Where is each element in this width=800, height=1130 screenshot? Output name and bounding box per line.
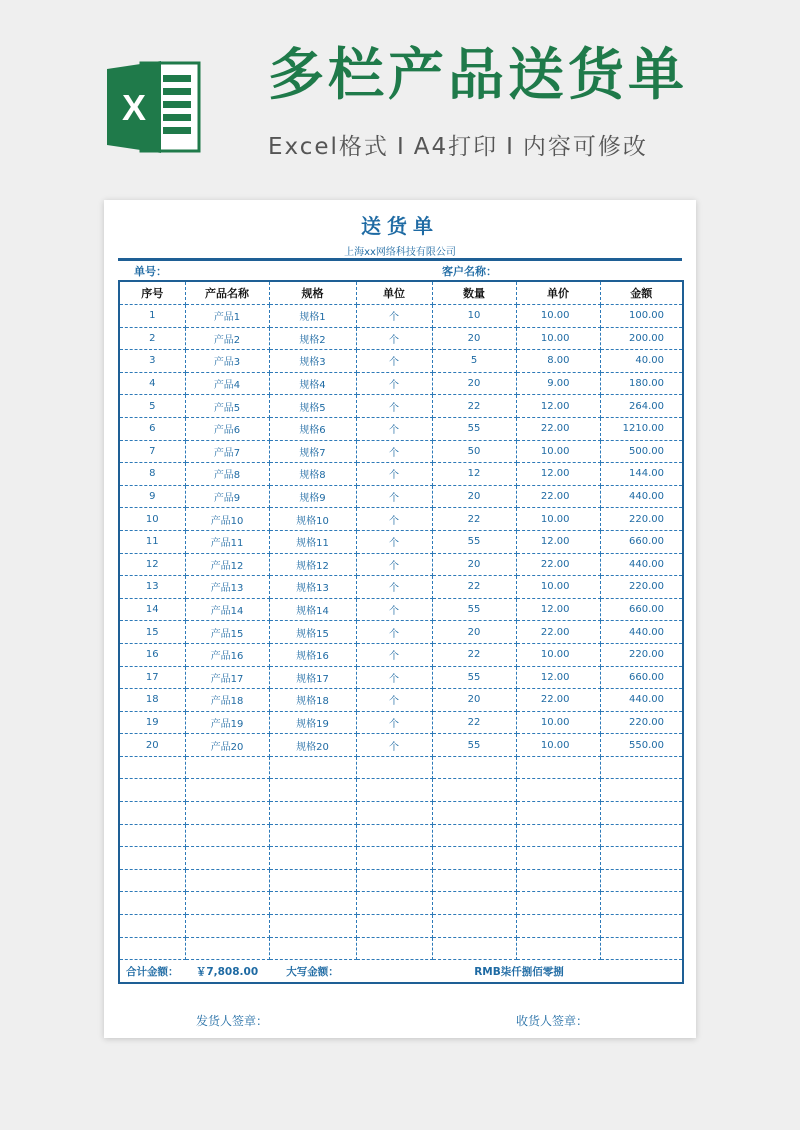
cell-col-product-name[interactable]: 产品5 <box>185 395 269 418</box>
cell-col-amount[interactable]: 180.00 <box>600 372 683 395</box>
empty-cell[interactable] <box>600 937 683 960</box>
cell-col-amount[interactable]: 1210.00 <box>600 417 683 440</box>
empty-row <box>119 847 683 870</box>
cell-col-spec[interactable]: 规格8 <box>269 463 356 486</box>
empty-cell[interactable] <box>119 869 185 892</box>
empty-cell[interactable] <box>600 915 683 938</box>
empty-cell[interactable] <box>600 779 683 802</box>
cell-col-spec[interactable]: 规格17 <box>269 666 356 689</box>
cell-col-amount[interactable]: 440.00 <box>600 621 683 644</box>
cell-col-unit-price[interactable]: 10.00 <box>516 327 600 350</box>
empty-cell[interactable] <box>185 847 269 870</box>
excel-logo-letter: X <box>121 87 147 128</box>
empty-cell[interactable] <box>119 756 185 779</box>
cell-col-quantity[interactable]: 50 <box>432 440 516 463</box>
cell-col-index[interactable]: 19 <box>119 711 185 734</box>
empty-cell[interactable] <box>432 756 516 779</box>
cell-col-spec[interactable]: 规格7 <box>269 440 356 463</box>
table-row <box>119 530 683 553</box>
cell-col-index[interactable]: 12 <box>119 553 185 576</box>
sender-signature[interactable]: 发货人签章： <box>196 1014 269 1028</box>
cell-col-unit-price[interactable]: 10.00 <box>516 643 600 666</box>
cell-col-unit[interactable]: 个 <box>356 463 432 486</box>
cell-col-product-name[interactable]: 产品7 <box>185 440 269 463</box>
cell-col-product-name[interactable]: 产品2 <box>185 327 269 350</box>
cell-col-spec[interactable]: 规格5 <box>269 395 356 418</box>
empty-cell[interactable] <box>432 937 516 960</box>
empty-row <box>119 869 683 892</box>
header-col-product-name: 产品名称 <box>185 281 269 305</box>
cell-col-unit[interactable]: 个 <box>356 508 432 531</box>
empty-cell[interactable] <box>516 802 600 825</box>
header-col-index: 序号 <box>119 281 185 305</box>
cell-col-unit-price[interactable]: 10.00 <box>516 734 600 757</box>
empty-cell[interactable] <box>432 824 516 847</box>
cell-col-unit[interactable]: 个 <box>356 711 432 734</box>
cell-col-product-name[interactable]: 产品17 <box>185 666 269 689</box>
table-row <box>119 666 683 689</box>
banner <box>0 0 800 195</box>
total-amount-value: ￥7,808.00 <box>185 960 269 983</box>
cell-col-amount[interactable]: 440.00 <box>600 485 683 508</box>
cell-col-index[interactable]: 4 <box>119 372 185 395</box>
cell-col-unit[interactable]: 个 <box>356 553 432 576</box>
empty-cell[interactable] <box>600 869 683 892</box>
subtitle <box>268 128 648 161</box>
header-col-spec: 规格 <box>269 281 356 305</box>
cell-col-index[interactable]: 20 <box>119 734 185 757</box>
cell-col-index[interactable]: 15 <box>119 621 185 644</box>
cell-col-unit-price[interactable]: 22.00 <box>516 621 600 644</box>
cell-col-unit-price[interactable]: 12.00 <box>516 530 600 553</box>
cell-col-unit[interactable]: 个 <box>356 530 432 553</box>
empty-cell[interactable] <box>356 915 432 938</box>
cell-col-product-name[interactable]: 产品10 <box>185 508 269 531</box>
cell-col-unit[interactable]: 个 <box>356 621 432 644</box>
empty-cell[interactable] <box>356 802 432 825</box>
cell-col-amount[interactable]: 100.00 <box>600 305 683 328</box>
cell-col-product-name[interactable]: 产品12 <box>185 553 269 576</box>
empty-cell[interactable] <box>185 802 269 825</box>
empty-row <box>119 824 683 847</box>
cell-col-quantity[interactable]: 22 <box>432 395 516 418</box>
cell-col-unit-price[interactable]: 8.00 <box>516 350 600 373</box>
cell-col-index[interactable]: 2 <box>119 327 185 350</box>
cell-col-spec[interactable]: 规格9 <box>269 485 356 508</box>
empty-cell[interactable] <box>600 824 683 847</box>
cell-col-spec[interactable]: 规格4 <box>269 372 356 395</box>
empty-cell[interactable] <box>600 802 683 825</box>
cell-col-quantity[interactable]: 5 <box>432 350 516 373</box>
cell-col-product-name[interactable]: 产品4 <box>185 372 269 395</box>
cell-col-spec[interactable]: 规格19 <box>269 711 356 734</box>
cell-col-unit-price[interactable]: 12.00 <box>516 598 600 621</box>
cell-col-index[interactable]: 14 <box>119 598 185 621</box>
table-row <box>119 621 683 644</box>
cell-col-unit-price[interactable]: 10.00 <box>516 711 600 734</box>
cell-col-unit[interactable]: 个 <box>356 643 432 666</box>
cell-col-unit[interactable]: 个 <box>356 485 432 508</box>
cell-col-index[interactable]: 8 <box>119 463 185 486</box>
header-col-quantity: 数量 <box>432 281 516 305</box>
header-col-unit-price: 单价 <box>516 281 600 305</box>
empty-cell[interactable] <box>185 869 269 892</box>
cell-col-unit-price[interactable]: 22.00 <box>516 485 600 508</box>
cell-col-unit-price[interactable]: 10.00 <box>516 508 600 531</box>
empty-cell[interactable] <box>516 937 600 960</box>
cell-col-product-name[interactable]: 产品19 <box>185 711 269 734</box>
cell-col-spec[interactable]: 规格1 <box>269 305 356 328</box>
empty-cell[interactable] <box>119 824 185 847</box>
empty-row <box>119 892 683 915</box>
cell-col-product-name[interactable]: 产品9 <box>185 485 269 508</box>
cell-col-unit[interactable]: 个 <box>356 576 432 599</box>
cell-col-quantity[interactable]: 22 <box>432 508 516 531</box>
delivery-sheet <box>104 200 696 1038</box>
empty-row <box>119 779 683 802</box>
cell-col-quantity[interactable]: 22 <box>432 643 516 666</box>
empty-cell[interactable] <box>356 847 432 870</box>
empty-cell[interactable] <box>119 915 185 938</box>
cell-col-unit[interactable]: 个 <box>356 666 432 689</box>
empty-row <box>119 937 683 960</box>
table-row <box>119 463 683 486</box>
cell-col-quantity[interactable]: 20 <box>432 485 516 508</box>
empty-cell[interactable] <box>516 756 600 779</box>
cell-col-unit[interactable]: 个 <box>356 440 432 463</box>
cell-col-spec[interactable]: 规格15 <box>269 621 356 644</box>
empty-cell[interactable] <box>432 779 516 802</box>
cell-col-product-name[interactable]: 产品8 <box>185 463 269 486</box>
empty-cell[interactable] <box>516 779 600 802</box>
cell-col-unit[interactable]: 个 <box>356 350 432 373</box>
empty-cell[interactable] <box>356 779 432 802</box>
empty-cell[interactable] <box>600 892 683 915</box>
empty-cell[interactable] <box>269 915 356 938</box>
cell-col-quantity[interactable]: 55 <box>432 598 516 621</box>
cell-col-spec[interactable]: 规格18 <box>269 689 356 712</box>
total-row <box>119 960 683 983</box>
table-row <box>119 576 683 599</box>
cell-col-amount[interactable]: 220.00 <box>600 508 683 531</box>
cell-col-spec[interactable]: 规格12 <box>269 553 356 576</box>
cell-col-unit-price[interactable]: 12.00 <box>516 395 600 418</box>
table-header-row <box>119 281 683 305</box>
empty-cell[interactable] <box>185 915 269 938</box>
cell-col-product-name[interactable]: 产品20 <box>185 734 269 757</box>
cell-col-product-name[interactable]: 产品15 <box>185 621 269 644</box>
empty-cell[interactable] <box>119 779 185 802</box>
empty-cell[interactable] <box>356 892 432 915</box>
empty-row <box>119 756 683 779</box>
cell-col-quantity[interactable]: 20 <box>432 553 516 576</box>
cell-col-amount[interactable]: 220.00 <box>600 576 683 599</box>
empty-cell[interactable] <box>516 824 600 847</box>
cell-col-unit-price[interactable]: 12.00 <box>516 463 600 486</box>
empty-cell[interactable] <box>516 892 600 915</box>
company-name: 上海xx网络科技有限公司 <box>344 247 456 258</box>
empty-cell[interactable] <box>269 937 356 960</box>
subtitle-separator: I <box>506 134 515 160</box>
table-row <box>119 372 683 395</box>
empty-cell[interactable] <box>119 847 185 870</box>
subtitle-editable: 内容可修改 <box>522 134 648 160</box>
cell-col-unit[interactable]: 个 <box>356 305 432 328</box>
cell-col-spec[interactable]: 规格6 <box>269 417 356 440</box>
cell-col-unit[interactable]: 个 <box>356 395 432 418</box>
cell-col-unit[interactable]: 个 <box>356 417 432 440</box>
table-row <box>119 553 683 576</box>
table-row <box>119 711 683 734</box>
table-row <box>119 417 683 440</box>
header-col-unit: 单位 <box>356 281 432 305</box>
empty-cell[interactable] <box>432 915 516 938</box>
empty-cell[interactable] <box>432 892 516 915</box>
subtitle-print: A4打印 <box>413 134 499 160</box>
table-row <box>119 734 683 757</box>
cell-col-amount[interactable]: 440.00 <box>600 553 683 576</box>
cell-col-quantity[interactable]: 22 <box>432 711 516 734</box>
cell-col-quantity[interactable]: 55 <box>432 530 516 553</box>
cell-col-quantity[interactable]: 20 <box>432 327 516 350</box>
empty-cell[interactable] <box>432 802 516 825</box>
empty-cell[interactable] <box>269 824 356 847</box>
empty-cell[interactable] <box>185 824 269 847</box>
cell-col-quantity[interactable]: 22 <box>432 576 516 599</box>
header-col-amount: 金额 <box>600 281 683 305</box>
document-title: 送货单 <box>361 214 439 238</box>
order-number-label[interactable]: 单号： <box>134 265 167 278</box>
cell-col-unit[interactable]: 个 <box>356 734 432 757</box>
cell-col-spec[interactable]: 规格11 <box>269 530 356 553</box>
subtitle-separator: I <box>396 134 406 160</box>
empty-cell[interactable] <box>356 869 432 892</box>
cell-col-quantity[interactable]: 20 <box>432 372 516 395</box>
receiver-signature[interactable]: 收货人签章： <box>516 1014 589 1028</box>
cell-col-unit[interactable]: 个 <box>356 327 432 350</box>
cell-col-spec[interactable]: 规格20 <box>269 734 356 757</box>
cell-col-spec[interactable]: 规格3 <box>269 350 356 373</box>
cell-col-product-name[interactable]: 产品3 <box>185 350 269 373</box>
cell-col-amount[interactable]: 200.00 <box>600 327 683 350</box>
cell-col-quantity[interactable]: 55 <box>432 734 516 757</box>
empty-cell[interactable] <box>432 847 516 870</box>
cell-col-spec[interactable]: 规格2 <box>269 327 356 350</box>
table-row <box>119 598 683 621</box>
empty-cell[interactable] <box>356 756 432 779</box>
empty-cell[interactable] <box>119 937 185 960</box>
amount-in-words-value: RMB柒仟捌佰零捌 <box>356 960 683 983</box>
empty-cell[interactable] <box>516 915 600 938</box>
cell-col-product-name[interactable]: 产品1 <box>185 305 269 328</box>
cell-col-quantity[interactable]: 55 <box>432 417 516 440</box>
cell-col-product-name[interactable]: 产品11 <box>185 530 269 553</box>
cell-col-unit[interactable]: 个 <box>356 689 432 712</box>
empty-cell[interactable] <box>600 756 683 779</box>
empty-cell[interactable] <box>356 824 432 847</box>
empty-cell[interactable] <box>432 869 516 892</box>
cell-col-unit-price[interactable]: 22.00 <box>516 689 600 712</box>
cell-col-unit-price[interactable]: 12.00 <box>516 666 600 689</box>
cell-col-product-name[interactable]: 产品6 <box>185 417 269 440</box>
cell-col-amount[interactable]: 40.00 <box>600 350 683 373</box>
cell-col-unit-price[interactable]: 22.00 <box>516 417 600 440</box>
empty-cell[interactable] <box>185 937 269 960</box>
cell-col-amount[interactable]: 660.00 <box>600 530 683 553</box>
empty-cell[interactable] <box>269 756 356 779</box>
cell-col-amount[interactable]: 440.00 <box>600 689 683 712</box>
empty-cell[interactable] <box>185 892 269 915</box>
empty-cell[interactable] <box>185 756 269 779</box>
cell-col-amount[interactable]: 500.00 <box>600 440 683 463</box>
cell-col-index[interactable]: 6 <box>119 417 185 440</box>
table-row <box>119 440 683 463</box>
cell-col-index[interactable]: 17 <box>119 666 185 689</box>
empty-row <box>119 915 683 938</box>
header-divider <box>118 258 682 261</box>
cell-col-amount[interactable]: 550.00 <box>600 734 683 757</box>
delivery-table-wrap <box>118 280 682 984</box>
cell-col-unit-price[interactable]: 9.00 <box>516 372 600 395</box>
table-row <box>119 485 683 508</box>
cell-col-amount[interactable]: 220.00 <box>600 643 683 666</box>
cell-col-index[interactable]: 7 <box>119 440 185 463</box>
excel-logo-icon <box>103 57 203 157</box>
cell-col-unit-price[interactable]: 10.00 <box>516 440 600 463</box>
cell-col-product-name[interactable]: 产品18 <box>185 689 269 712</box>
empty-cell[interactable] <box>356 937 432 960</box>
table-row <box>119 395 683 418</box>
cell-col-index[interactable]: 11 <box>119 530 185 553</box>
table-row <box>119 689 683 712</box>
cell-col-unit-price[interactable]: 22.00 <box>516 553 600 576</box>
empty-cell[interactable] <box>269 892 356 915</box>
empty-cell[interactable] <box>269 869 356 892</box>
table-row <box>119 305 683 328</box>
cell-col-product-name[interactable]: 产品14 <box>185 598 269 621</box>
empty-cell[interactable] <box>269 779 356 802</box>
cell-col-unit-price[interactable]: 10.00 <box>516 576 600 599</box>
cell-col-amount[interactable]: 220.00 <box>600 711 683 734</box>
cell-col-index[interactable]: 18 <box>119 689 185 712</box>
cell-col-index[interactable]: 10 <box>119 508 185 531</box>
cell-col-spec[interactable]: 规格14 <box>269 598 356 621</box>
empty-row <box>119 802 683 825</box>
table-body <box>119 305 683 983</box>
total-amount-label: 合计金额： <box>119 960 185 983</box>
cell-col-amount[interactable]: 660.00 <box>600 598 683 621</box>
cell-col-spec[interactable]: 规格16 <box>269 643 356 666</box>
cell-col-quantity[interactable]: 10 <box>432 305 516 328</box>
empty-cell[interactable] <box>119 802 185 825</box>
cell-col-unit[interactable]: 个 <box>356 598 432 621</box>
customer-name-label[interactable]: 客户名称： <box>442 265 497 278</box>
cell-col-index[interactable]: 16 <box>119 643 185 666</box>
cell-col-quantity[interactable]: 55 <box>432 666 516 689</box>
cell-col-index[interactable]: 5 <box>119 395 185 418</box>
empty-cell[interactable] <box>516 869 600 892</box>
main-title: 多栏产品送货单 <box>268 43 688 108</box>
cell-col-index[interactable]: 9 <box>119 485 185 508</box>
empty-cell[interactable] <box>185 779 269 802</box>
delivery-table <box>118 280 684 984</box>
amount-in-words-label: 大写金额： <box>269 960 356 983</box>
cell-col-amount[interactable]: 660.00 <box>600 666 683 689</box>
cell-col-quantity[interactable]: 20 <box>432 621 516 644</box>
cell-col-spec[interactable]: 规格13 <box>269 576 356 599</box>
empty-cell[interactable] <box>600 847 683 870</box>
cell-col-unit-price[interactable]: 10.00 <box>516 305 600 328</box>
cell-col-index[interactable]: 1 <box>119 305 185 328</box>
table-row <box>119 350 683 373</box>
cell-col-amount[interactable]: 144.00 <box>600 463 683 486</box>
empty-cell[interactable] <box>269 847 356 870</box>
empty-cell[interactable] <box>119 892 185 915</box>
table-row <box>119 643 683 666</box>
subtitle-format: Excel格式 <box>268 134 389 160</box>
cell-col-amount[interactable]: 264.00 <box>600 395 683 418</box>
cell-col-quantity[interactable]: 20 <box>432 689 516 712</box>
cell-col-spec[interactable]: 规格10 <box>269 508 356 531</box>
cell-col-index[interactable]: 3 <box>119 350 185 373</box>
table-row <box>119 508 683 531</box>
cell-col-quantity[interactable]: 12 <box>432 463 516 486</box>
cell-col-unit[interactable]: 个 <box>356 372 432 395</box>
cell-col-product-name[interactable]: 产品13 <box>185 576 269 599</box>
empty-cell[interactable] <box>269 802 356 825</box>
table-row <box>119 327 683 350</box>
empty-cell[interactable] <box>516 847 600 870</box>
cell-col-index[interactable]: 13 <box>119 576 185 599</box>
cell-col-product-name[interactable]: 产品16 <box>185 643 269 666</box>
